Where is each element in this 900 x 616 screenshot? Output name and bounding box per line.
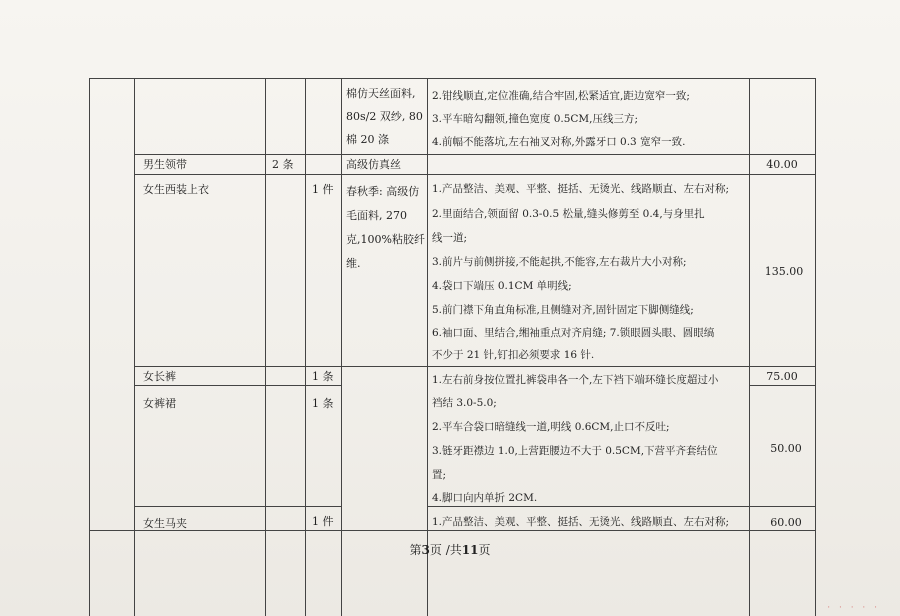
item-name: 男生领带: [143, 158, 187, 171]
table-col-divider-5: [427, 78, 428, 616]
row-divider: [134, 506, 342, 507]
requirement-line: 4.前幅不能落坑,左右袖叉对称,外露牙口 0.3 宽窄一致.: [432, 136, 686, 148]
item-qty: 1 条: [312, 397, 334, 410]
material-line: 维.: [346, 257, 361, 270]
table-border-bottom: [89, 530, 816, 531]
table-col-divider-3: [305, 78, 306, 616]
item-qty: 1 件: [312, 183, 334, 196]
table-col-divider-4: [341, 78, 342, 616]
item-qty: 1 件: [312, 515, 334, 528]
requirement-line: 置;: [432, 469, 447, 481]
row-divider: [134, 174, 816, 175]
page-number: 3: [421, 543, 430, 557]
requirement-line: 2.里面结合,领面留 0.3-0.5 松量,缝头修剪至 0.4,与身里扎: [432, 208, 705, 220]
item-name: 女生西装上衣: [143, 183, 209, 196]
requirement-line: 2.钳线顺直,定位准确,结合牢固,松紧适宜,距边宽窄一致;: [432, 90, 690, 102]
table-col-divider-1: [134, 78, 135, 616]
page-suffix: 页: [478, 543, 491, 557]
row-divider: [134, 154, 816, 155]
material-line: 克,100%粘胶纤: [346, 233, 425, 246]
item-name: 女生马夹: [143, 517, 187, 530]
page-prefix: 第: [409, 543, 422, 557]
row-divider: [749, 385, 816, 386]
row-divider: [134, 366, 816, 367]
requirement-line: 3.链牙距襟边 1.0,上营距腰边不大于 0.5CM,下营平齐套结位: [432, 445, 718, 457]
requirement-line: 1.左右前身按位置扎裤袋串各一个,左下裆下端环缝长度超过小: [432, 374, 719, 386]
requirement-line: 2.平车合袋口暗缝线一道,明线 0.6CM,止口不反吐;: [432, 421, 670, 433]
requirement-line: 6.袖口面、里结合,缃袖重点对齐肩缝; 7.锁眼圆头眼、圆眼缟: [432, 327, 715, 339]
requirement-line: 3.前片与前侧拼接,不能起拱,不能容,左右裁片大小对称;: [432, 256, 687, 268]
item-name: 女裤裙: [143, 397, 176, 410]
table-col-divider-6: [749, 78, 750, 616]
material-line: 高级仿真丝: [346, 158, 401, 171]
requirement-line: 线一道;: [432, 232, 468, 244]
requirement-line: 不少于 21 针,钉扣必须要求 16 针.: [432, 349, 595, 361]
item-price: 75.00: [766, 370, 798, 383]
table-border-right: [815, 78, 816, 616]
item-qty: 2 条: [272, 158, 294, 171]
requirement-line: 1.产品整洁、美观、平整、挺括、无烫光、线路顺直、左右对称;: [432, 516, 730, 528]
requirement-line: 4.脚口向内单折 2CM.: [432, 492, 538, 504]
page-mid: 页 /共: [429, 543, 462, 557]
item-price: 60.00: [770, 516, 802, 529]
requirement-line: 3.平车暗勾翻领,撞色宽度 0.5CM,压线三方;: [432, 113, 639, 125]
table-border-left: [89, 78, 90, 616]
material-line: 80s/2 双纱, 80: [346, 110, 423, 123]
item-qty: 1 条: [312, 370, 334, 383]
red-stamp-fragment: · · · · ·: [827, 603, 880, 613]
requirement-line: 4.袋口下端压 0.1CM 单明线;: [432, 280, 572, 292]
material-line: 春秋季: 高级仿: [346, 185, 420, 198]
row-divider: [427, 506, 816, 507]
item-price: 40.00: [766, 158, 798, 171]
material-line: 棉仿天丝面料,: [346, 87, 416, 100]
table-border-top: [89, 78, 816, 79]
total-pages: 11: [461, 543, 479, 557]
requirement-line: 5.前门襟下角直角标准,且侧缝对齐,固针固定下脚侧缝线;: [432, 304, 694, 316]
material-line: 棉 20 涤: [346, 133, 389, 146]
item-price: 50.00: [770, 442, 802, 455]
requirement-line: 裆结 3.0-5.0;: [432, 397, 497, 409]
material-line: 毛面料, 270: [346, 209, 407, 222]
item-price: 135.00: [764, 265, 804, 278]
page-indicator: [0, 541, 900, 558]
item-name: 女长裤: [143, 370, 176, 383]
requirement-line: 1.产品整洁、美观、平整、挺括、无烫光、线路顺直、左右对称;: [432, 183, 730, 195]
table-col-divider-2: [265, 78, 266, 616]
